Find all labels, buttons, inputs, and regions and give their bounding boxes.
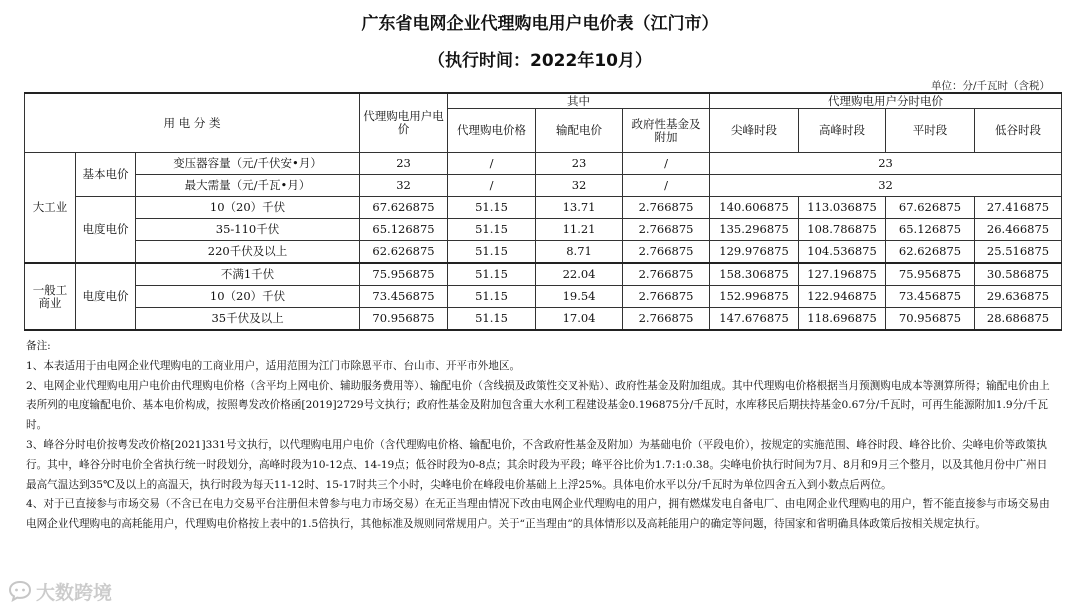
chat-bubble-icon (8, 580, 32, 602)
watermark-text: 大数跨境 (36, 581, 113, 604)
table-row (25, 308, 1062, 331)
gov-fund-cell: 2.766875 (623, 197, 710, 219)
gov-fund-header: 政府性基金及附加 (623, 109, 710, 153)
agency-price-cell: 75.956875 (360, 263, 448, 286)
table-row (25, 153, 1062, 175)
gov-fund-cell: 2.766875 (623, 286, 710, 308)
valley-cell: 29.636875 (975, 286, 1062, 308)
transmission-price-cell: 8.71 (536, 241, 623, 264)
gov-fund-cell: 2.766875 (623, 241, 710, 264)
table-row (25, 197, 1062, 219)
sharp-peak-header: 尖峰时段 (710, 109, 799, 153)
agency-price-cell: 65.126875 (360, 219, 448, 241)
gov-fund-cell: 2.766875 (623, 308, 710, 331)
flat-cell: 62.626875 (886, 241, 975, 264)
category-header: 用 电 分 类 (25, 93, 360, 153)
agency-price-cell: 32 (360, 175, 448, 197)
gov-fund-cell: 2.766875 (623, 263, 710, 286)
header-row (25, 93, 1062, 109)
flat-cell: 65.126875 (886, 219, 975, 241)
valley-cell: 25.516875 (975, 241, 1062, 264)
notes-heading: 备注: (26, 340, 51, 352)
tou-merged-cell: 23 (710, 153, 1062, 175)
note-3: 3、峰谷分时电价按粤发改价格[2021]331号文执行，以代理购电用户电价（含代理购电价格、输配电价，不含政府性基金及附加）为基础电价（平段电价），按规定的实施范围、峰谷时段、峰谷比价、尖峰电价等政策执行。其中，峰谷分时电价全省执行统一时段划分，高峰时段为10-12点、14-19点；低谷时段为0-8点；其余时段为平段；峰平谷比价为1.7:1:0.38。尖峰电价执行时间为7月、8月和9月三个整月，以及其他月份中广州日最高气温达到35℃及以上的高温天，执行时段为每天11-12时、15-17时共三个小时，尖峰电价在峰段电价基础上上浮25%。具体电价水平以分/千瓦时为单位四舍五入到小数点后两位。 (26, 438, 1048, 491)
table-row (25, 286, 1062, 308)
tou-group-header: 代理购电用户分时电价 (710, 93, 1062, 109)
flat-cell: 73.456875 (886, 286, 975, 308)
peak-cell: 122.946875 (799, 286, 886, 308)
valley-cell: 27.416875 (975, 197, 1062, 219)
page-title: 广东省电网企业代理购电用户电价表（江门市） (361, 14, 719, 34)
valley-cell: 26.466875 (975, 219, 1062, 241)
flat-cell: 75.956875 (886, 263, 975, 286)
row-item: 10（20）千伏 (136, 197, 360, 219)
purchase-price-header: 代理购电价格 (448, 109, 536, 153)
table-row (25, 241, 1062, 264)
gov-fund-cell: / (623, 175, 710, 197)
unit-label: 单位：分/千瓦时（含税） (930, 80, 1050, 92)
agency-price-header: 代理购电用户电价 (360, 93, 448, 153)
transmission-price-cell: 17.04 (536, 308, 623, 331)
purchase-price-cell: 51.15 (448, 241, 536, 264)
agency-price-cell: 23 (360, 153, 448, 175)
agency-price-cell: 67.626875 (360, 197, 448, 219)
purchase-price-cell: / (448, 153, 536, 175)
row-item: 最大需量（元/千瓦•月） (136, 175, 360, 197)
purchase-price-cell: / (448, 175, 536, 197)
gov-fund-cell: 2.766875 (623, 219, 710, 241)
valley-header: 低谷时段 (975, 109, 1062, 153)
row-item: 35千伏及以上 (136, 308, 360, 331)
notes-section (26, 337, 1052, 535)
transmission-price-cell: 13.71 (536, 197, 623, 219)
row-item: 220千伏及以上 (136, 241, 360, 264)
transmission-price-cell: 32 (536, 175, 623, 197)
peak-cell: 118.696875 (799, 308, 886, 331)
table-row (25, 175, 1062, 197)
row-item: 35-110千伏 (136, 219, 360, 241)
valley-cell: 30.586875 (975, 263, 1062, 286)
table-row (25, 263, 1062, 286)
peak-cell: 127.196875 (799, 263, 886, 286)
note-4: 4、对于已直接参与市场交易（不含已在电力交易平台注册但未曾参与电力市场交易）在无正当理由情况下改由电网企业代理购电的用户，拥有燃煤发电自备电厂、由电网企业代理购电的用户，暂不能直接参与市场交易由电网企业代理购电的高耗能用户，代理购电价格按上表中的1.5倍执行，其他标准及规则同常规用户。关于“正当理由”的具体情形以及高耗能用户的确定等问题，待国家和省明确具体政策后按相关规定执行。 (26, 498, 1050, 531)
agency-price-cell: 73.456875 (360, 286, 448, 308)
sharp-peak-cell: 129.976875 (710, 241, 799, 264)
row-item: 不满1千伏 (136, 263, 360, 286)
transmission-price-cell: 22.04 (536, 263, 623, 286)
flat-header: 平时段 (886, 109, 975, 153)
table-row (25, 219, 1062, 241)
watermark (8, 578, 112, 604)
flat-cell: 70.956875 (886, 308, 975, 331)
purchase-price-cell: 51.15 (448, 197, 536, 219)
price-table (24, 92, 1062, 331)
note-2: 2、电网企业代理购电用户电价由代理购电价格（含平均上网电价、辅助服务费用等）、输配电价（含线损及政策性交叉补贴）、政府性基金及附加组成。其中代理购电价格根据当月预测购电成本等测算所得；输配电价由上表所列的电度输配电价、基本电价构成，按照粤发改价格函[2019]2729号文执行；政府性基金及附加包含重大水利工程建设基金0.196875分/千瓦时，水库移民后期扶持基金0.67分/千瓦时，可再生能源附加1.9分/千瓦时。 (26, 379, 1050, 432)
purchase-price-cell: 51.15 (448, 219, 536, 241)
basic-price-label: 基本电价 (76, 153, 136, 197)
row-item: 变压器容量（元/千伏安•月） (136, 153, 360, 175)
tou-merged-cell: 32 (710, 175, 1062, 197)
transmission-price-header: 输配电价 (536, 109, 623, 153)
sharp-peak-cell: 158.306875 (710, 263, 799, 286)
transmission-price-cell: 23 (536, 153, 623, 175)
energy-price-label: 电度电价 (76, 197, 136, 264)
valley-cell: 28.686875 (975, 308, 1062, 331)
peak-cell: 113.036875 (799, 197, 886, 219)
large-industry-label: 大工业 (25, 153, 76, 264)
transmission-price-cell: 19.54 (536, 286, 623, 308)
general-commercial-label: 一般工商业 (25, 263, 76, 330)
sharp-peak-cell: 147.676875 (710, 308, 799, 331)
purchase-price-cell: 51.15 (448, 308, 536, 331)
sharp-peak-cell: 135.296875 (710, 219, 799, 241)
purchase-price-cell: 51.15 (448, 263, 536, 286)
gov-fund-cell: / (623, 153, 710, 175)
agency-price-cell: 70.956875 (360, 308, 448, 331)
page-subtitle: （执行时间：2022年10月） (428, 51, 652, 71)
peak-header: 高峰时段 (799, 109, 886, 153)
sharp-peak-cell: 152.996875 (710, 286, 799, 308)
agency-price-cell: 62.626875 (360, 241, 448, 264)
of-which-header: 其中 (448, 93, 710, 109)
peak-cell: 108.786875 (799, 219, 886, 241)
note-1: 1、本表适用于由电网企业代理购电的工商业用户，适用范围为江门市除恩平市、台山市、开平市外地区。 (26, 359, 521, 372)
transmission-price-cell: 11.21 (536, 219, 623, 241)
flat-cell: 67.626875 (886, 197, 975, 219)
sharp-peak-cell: 140.606875 (710, 197, 799, 219)
energy-price-label: 电度电价 (76, 263, 136, 330)
peak-cell: 104.536875 (799, 241, 886, 264)
row-item: 10（20）千伏 (136, 286, 360, 308)
purchase-price-cell: 51.15 (448, 286, 536, 308)
